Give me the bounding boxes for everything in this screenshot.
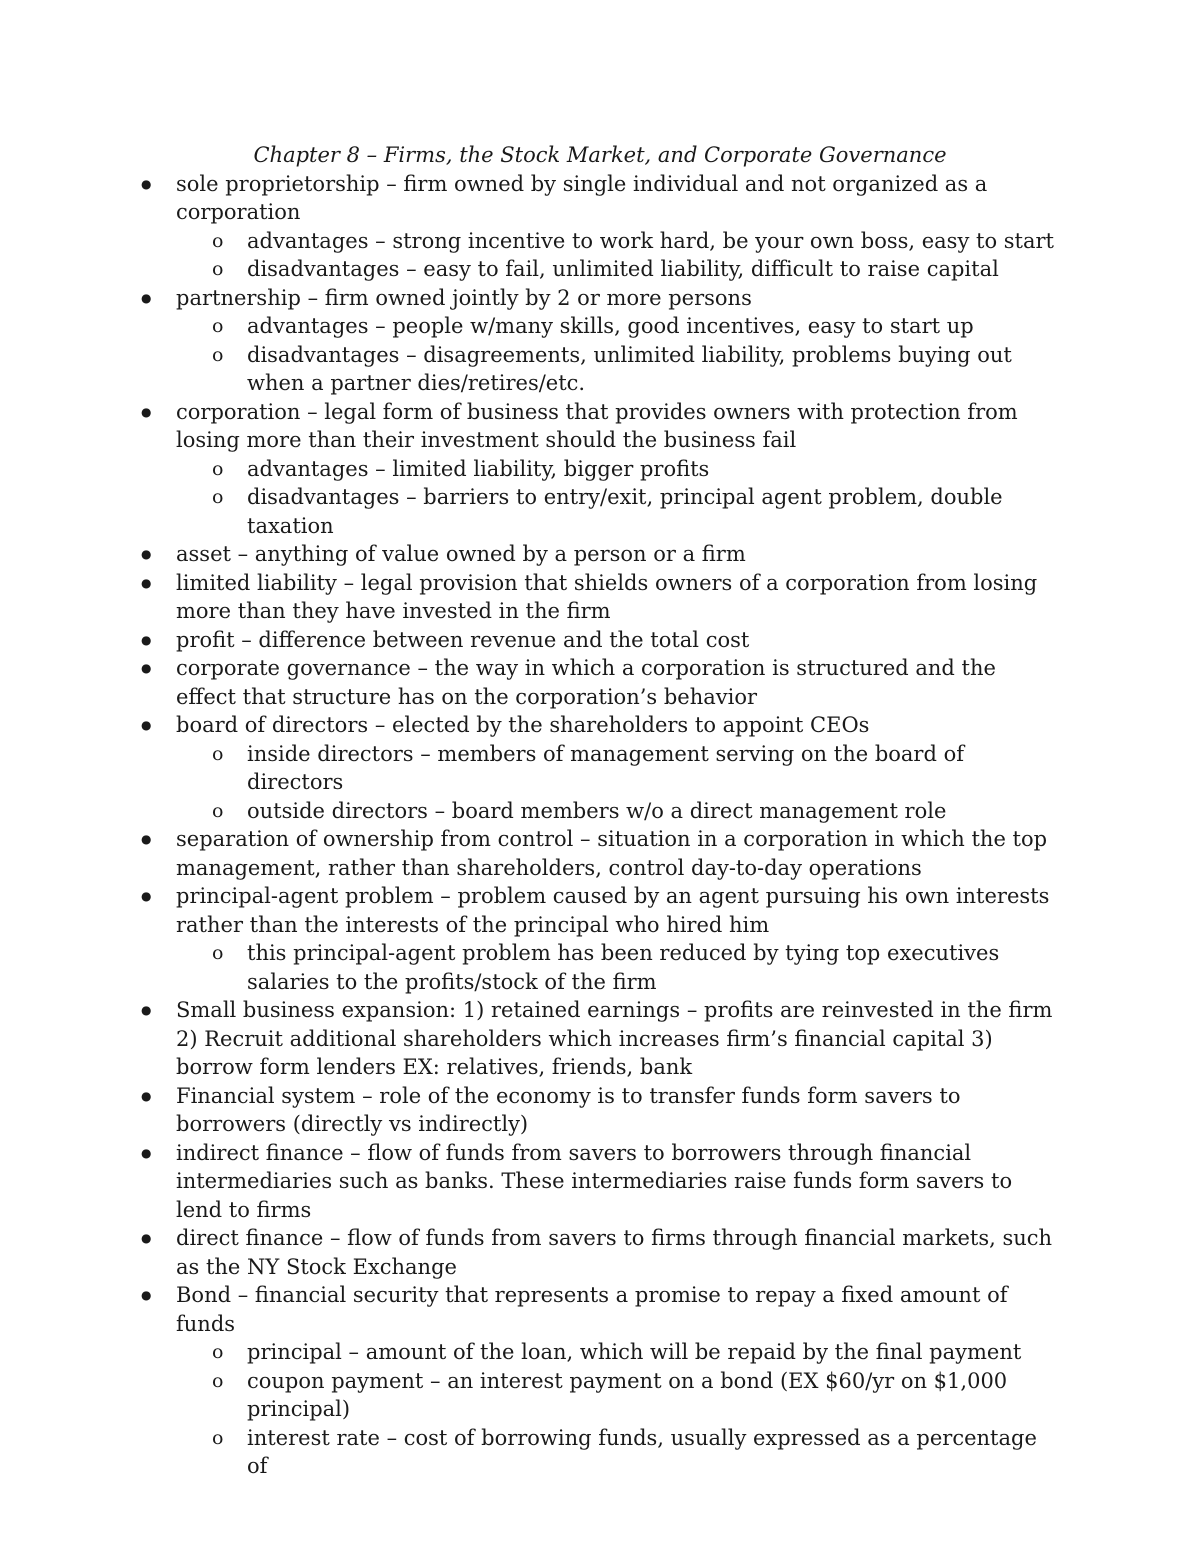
sub-list-item-text: coupon payment – an interest payment on a bond (EX $60/yr on $1,000 principal) xyxy=(247,1368,1008,1421)
bullet-icon: ● xyxy=(141,661,152,675)
sub-list xyxy=(176,227,1060,284)
sub-list-item-text: this principal-agent problem has been reduced by tying top executives salaries to the profits/stock of the firm xyxy=(247,941,1000,994)
sub-list-item-text: disadvantages – disagreements, unlimited liability, problems buying out when a partner dies/retires/etc. xyxy=(247,342,1012,395)
bullet-icon: ● xyxy=(141,404,152,419)
sub-list-item-text: principal – amount of the loan, which will be repaid by the final payment xyxy=(247,1340,1022,1364)
sub-bullet-icon: o xyxy=(212,258,224,280)
sub-list-item-text: disadvantages – barriers to entry/exit, principal agent problem, double taxation xyxy=(247,485,1003,538)
list-item xyxy=(0,1281,1060,1481)
sub-bullet-icon: o xyxy=(212,1369,224,1392)
bullet-icon: ● xyxy=(141,290,152,305)
sub-list-item-text: interest rate – cost of borrowing funds, usually expressed as a percentage of xyxy=(247,1425,1037,1478)
bullet-icon: ● xyxy=(141,632,152,647)
list-item xyxy=(0,540,1060,569)
sub-bullet-icon: o xyxy=(212,343,224,366)
list-item-text: corporation – legal form of business that provides owners with protection from losing more than their investment should the business fail xyxy=(176,399,1018,452)
bullet-icon: ● xyxy=(141,1003,152,1017)
bullet-icon: ● xyxy=(141,889,152,903)
list-item-text: separation of ownership from control – situation in a corporation in which the top management, rather than shareholders, control day-to-day operations xyxy=(176,827,1048,880)
sub-bullet-icon: o xyxy=(212,315,224,337)
sub-list-item xyxy=(0,227,1060,256)
list-item xyxy=(0,1082,1060,1139)
sub-list xyxy=(176,1338,1060,1481)
sub-list-item-text: inside directors – members of management serving on the board of directors xyxy=(247,741,965,794)
list-item xyxy=(0,825,1060,882)
list-item xyxy=(0,996,1060,1082)
list-item xyxy=(0,284,1060,398)
list-item-text: direct finance – flow of funds from savers to firms through financial markets, such as the NY Stock Exchange xyxy=(176,1226,1053,1279)
bullet-icon: ● xyxy=(141,718,152,732)
sub-bullet-icon: o xyxy=(212,457,224,480)
sub-list-item xyxy=(0,455,1060,484)
bullet-icon: ● xyxy=(141,547,152,561)
sub-list-item-text: disadvantages – easy to fail, unlimited liability, difficult to raise capital xyxy=(247,257,999,281)
sub-list-item xyxy=(0,341,1060,398)
sub-bullet-icon: o xyxy=(212,1341,224,1363)
sub-list-item-text: advantages – strong incentive to work hard, be your own boss, easy to start xyxy=(247,228,1054,253)
list-item-text: partnership – firm owned jointly by 2 or more persons xyxy=(176,285,752,310)
sub-bullet-icon: o xyxy=(212,486,224,508)
list-item xyxy=(0,1139,1060,1225)
bullet-icon: ● xyxy=(141,176,152,191)
list-item-text: Bond – financial security that represents a promise to repay a fixed amount of funds xyxy=(176,1283,1008,1336)
notes-list xyxy=(0,170,1200,1481)
list-item-text: asset – anything of value owned by a person or a firm xyxy=(176,542,746,566)
list-item xyxy=(0,711,1060,825)
list-item xyxy=(0,569,1060,626)
sub-list-item-text: outside directors – board members w/o a direct management role xyxy=(247,798,947,823)
sub-list-item xyxy=(0,483,1060,540)
sub-list xyxy=(176,740,1060,826)
sub-list-item xyxy=(0,740,1060,797)
list-item-text: sole proprietorship – firm owned by single individual and not organized as a corporation xyxy=(176,171,988,224)
list-item-text: limited liability – legal provision that shields owners of a corporation from losing more than they have invested in the firm xyxy=(176,570,1038,623)
list-item-text: Financial system – role of the economy is to transfer funds form savers to borrowers (directly vs indirectly) xyxy=(176,1083,961,1136)
list-item-text: corporate governance – the way in which a corporation is structured and the effect that structure has on the corporation’s behavior xyxy=(176,656,996,709)
sub-list-item xyxy=(0,255,1060,284)
sub-list-item xyxy=(0,312,1060,341)
sub-list-item xyxy=(0,1338,1060,1367)
sub-bullet-icon: o xyxy=(212,799,224,822)
list-item-text: Small business expansion: 1) retained earnings – profits are reinvested in the firm 2) Recruit additional shareholders which increases firm’s financial capital 3) borrow form lenders EX: relatives, friends, bank xyxy=(176,998,1053,1079)
list-item-text: indirect finance – flow of funds from savers to borrowers through financial intermediaries such as banks. These intermediaries raise funds form savers to lend to firms xyxy=(176,1140,1013,1222)
sub-bullet-icon: o xyxy=(212,1426,224,1449)
sub-list-item xyxy=(0,1424,1060,1481)
list-item xyxy=(0,170,1060,284)
sub-list-item xyxy=(0,1367,1060,1424)
list-item xyxy=(0,626,1060,655)
list-item xyxy=(0,398,1060,541)
list-item xyxy=(0,882,1060,996)
sub-list xyxy=(176,455,1060,541)
sub-list-item xyxy=(0,797,1060,826)
list-item-text: profit – difference between revenue and the total cost xyxy=(176,627,750,652)
page-title: Chapter 8 – Firms, the Stock Market, and Corporate Governance xyxy=(253,143,947,167)
sub-list-item-text: advantages – limited liability, bigger profits xyxy=(247,456,710,481)
sub-list xyxy=(176,939,1060,996)
bullet-icon: ● xyxy=(141,575,152,590)
list-item xyxy=(0,1224,1060,1281)
bullet-icon: ● xyxy=(141,1231,152,1245)
list-item-text: board of directors – elected by the shareholders to appoint CEOs xyxy=(176,713,870,737)
bullet-icon: ● xyxy=(141,1288,152,1302)
sub-list xyxy=(176,312,1060,398)
sub-list-item-text: advantages – people w/many skills, good incentives, easy to start up xyxy=(247,314,974,338)
bullet-icon: ● xyxy=(141,832,152,846)
sub-bullet-icon: o xyxy=(212,229,224,252)
sub-bullet-icon: o xyxy=(212,942,224,964)
sub-list-item xyxy=(0,939,1060,996)
list-item xyxy=(0,654,1060,711)
sub-bullet-icon: o xyxy=(212,742,224,765)
bullet-icon: ● xyxy=(141,1145,152,1160)
list-item-text: principal-agent problem – problem caused by an agent pursuing his own interests rather than the interests of the principal who hired him xyxy=(176,884,1050,937)
bullet-icon: ● xyxy=(141,1088,152,1103)
